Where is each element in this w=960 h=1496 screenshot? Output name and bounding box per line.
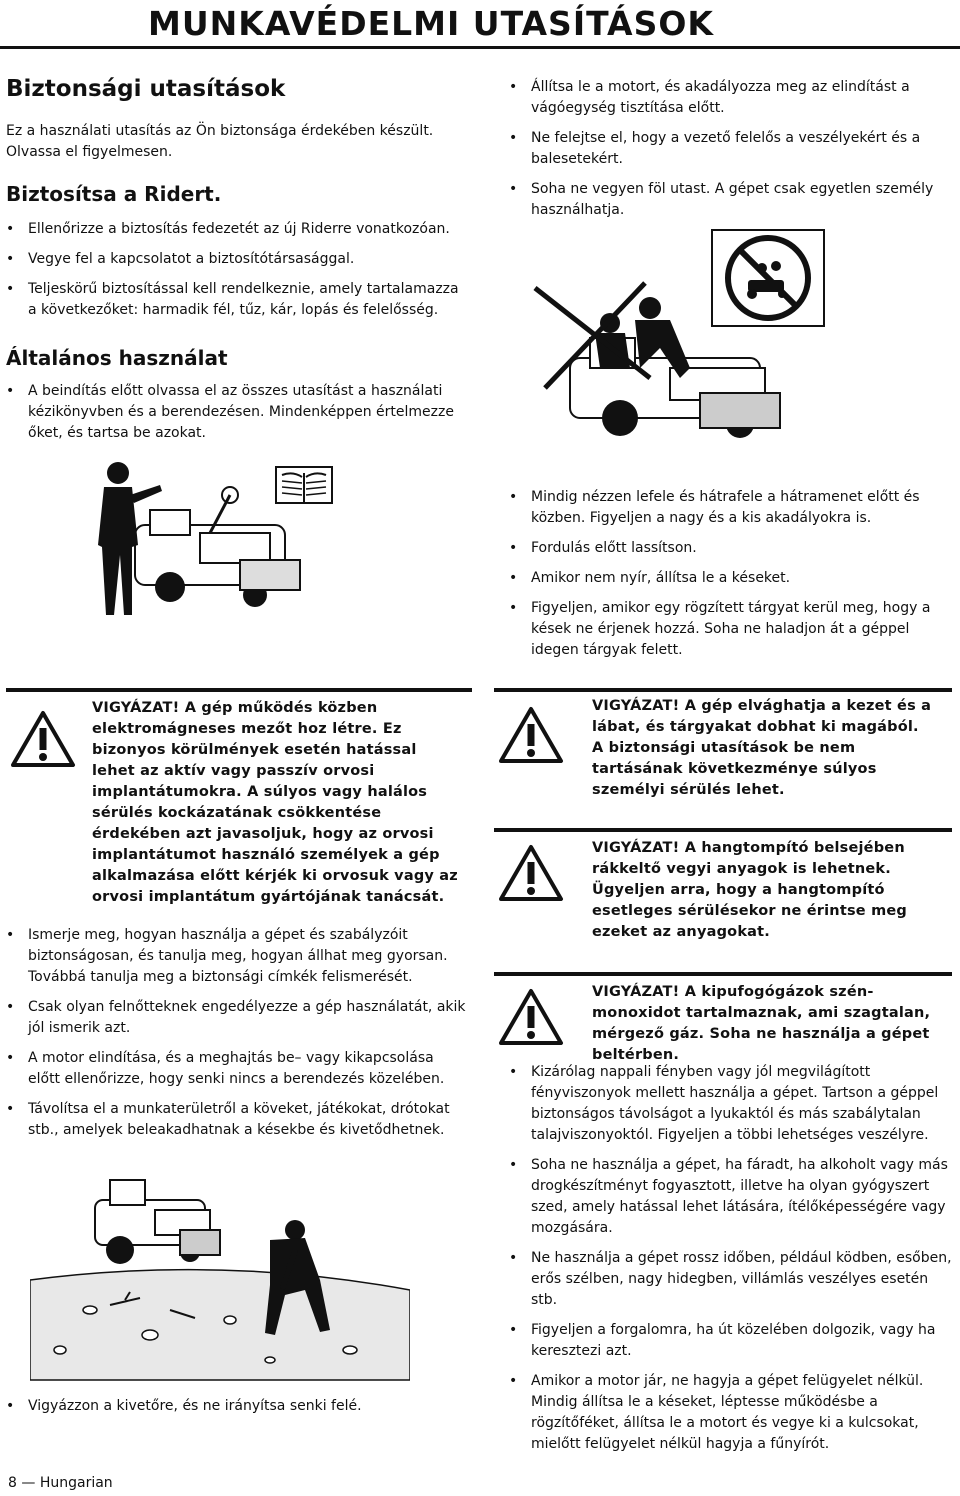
illustration-read-manual bbox=[80, 455, 340, 630]
warning-triangle-icon bbox=[498, 988, 564, 1046]
last-bullet-list bbox=[0, 1396, 466, 1426]
warning-box-exhaust bbox=[494, 972, 952, 1063]
section-title-insurance: Biztosítsa a Ridert. bbox=[6, 182, 222, 206]
warning-text: VIGYÁZAT! A hangtompító belsejében rákkeltő vegyi anyagok is lehetnek. Ügyeljen arra, hogy a hangtompító esetleges sérülésekor ne érintse meg ezeket az anyagokat. bbox=[592, 840, 907, 940]
list-item: • A beindítás előtt olvassa el az összes utasítást a használati kézikönyvben és a berendezésen. Mindenképpen értelmezze őket, és tartsa be azokat. bbox=[0, 381, 466, 444]
general-bullet-list-2 bbox=[0, 925, 466, 1150]
list-item: • Soha ne használja a gépet, ha fáradt, ha alkoholt vagy más drogkészítményt fogyasztott, illetve ha olyan gyógyszert szed, amely hatással lehet látására, ítélőképességére vagy mozgására. bbox=[503, 1155, 955, 1239]
section-title-safety: Biztonsági utasítások bbox=[6, 76, 286, 102]
page-number: 8 bbox=[8, 1475, 17, 1491]
list-item: • Soha ne vegyen föl utast. A gépet csak egyetlen személy használhatja. bbox=[503, 179, 948, 221]
header-rule bbox=[0, 46, 960, 49]
warning-text: VIGYÁZAT! A gép elvághatja a kezet és a lábat, és tárgyakat dobhat ki magából. A biztonsági utasítások be nem tartásának következménye súlyos személyi sérülés lehet. bbox=[592, 698, 932, 798]
illustration-no-passengers bbox=[530, 228, 830, 458]
page-footer bbox=[8, 1475, 113, 1491]
warning-rule bbox=[494, 828, 952, 832]
warning-triangle-icon bbox=[10, 710, 76, 768]
list-item: • Vegye fel a kapcsolatot a biztosítótársasággal. bbox=[0, 249, 466, 270]
section-title-general-use: Általános használat bbox=[6, 346, 228, 370]
list-item: • Ne használja a gépet rossz időben, például ködben, esőben, erős szélben, nagy hidegben, villámlás veszélyes esetén stb. bbox=[503, 1248, 955, 1311]
warning-rule bbox=[6, 688, 472, 692]
right-bullet-list-1 bbox=[503, 77, 948, 230]
list-item: • Mindig nézzen lefele és hátrafele a hátramenet előtt és közben. Figyeljen a nagy és a kis akadályokra is. bbox=[503, 487, 948, 529]
list-item: • Teljeskörű biztosítással kell rendelkeznie, amely tartalamazza a következőket: harmadik fél, tűz, kár, lopás és felelősség. bbox=[0, 279, 466, 321]
list-item: • Állítsa le a motort, és akadályozza meg az elindítást a vágóegység tisztítása előtt. bbox=[503, 77, 948, 119]
warning-rule bbox=[494, 972, 952, 976]
general-bullet-list bbox=[0, 381, 466, 453]
warning-text: VIGYÁZAT! A gép működés közben elektromágneses mezőt hoz létre. Ez bizonyos körülmények esetén hatással lehet az aktív vagy passzív orvosi implantátumokra. A súlyos vagy halálos sérülés kockázatának csökkentése érdekében azt javasoljuk, hogy az orvosi implantátumot használó személyek a gép alkalmazása előtt kérjék ki orvosuk vagy az orvosi implantátum gyártójának tanácsát. bbox=[92, 700, 458, 905]
list-item: • Figyeljen a forgalomra, ha út közelében dolgozik, vagy ha keresztezi azt. bbox=[503, 1320, 955, 1362]
warning-triangle-icon bbox=[498, 844, 564, 902]
list-item: • Ismerje meg, hogyan használja a gépet és szabályzóit biztonságosan, és tanulja meg, hogyan állhat meg gyorsan. Továbbá tanulja meg a biztonsági címkék felismerését. bbox=[0, 925, 466, 988]
list-item: • Amikor nem nyír, állítsa le a késeket. bbox=[503, 568, 948, 589]
intro-text: Ez a használati utasítás az Ön biztonsága érdekében készült. Olvassa el figyelmesen. bbox=[6, 123, 434, 160]
right-bullet-list-3 bbox=[503, 1062, 955, 1464]
list-item: • Csak olyan felnőtteknek engedélyezze a gép használatát, akik jól ismerik azt. bbox=[0, 997, 466, 1039]
footer-separator: — bbox=[21, 1475, 36, 1491]
insurance-bullet-list bbox=[0, 219, 466, 330]
list-item: • Távolítsa el a munkaterületről a köveket, játékokat, drótokat stb., amelyek beleakadhatnak a késekbe és kivetődhetnek. bbox=[0, 1099, 466, 1141]
footer-language: Hungarian bbox=[39, 1475, 113, 1491]
page-header-title: MUNKAVÉDELMI UTASÍTÁSOK bbox=[148, 4, 714, 43]
warning-box-muffler bbox=[494, 828, 952, 952]
illustration-clear-area bbox=[30, 1160, 410, 1385]
list-item: • Kizárólag nappali fényben vagy jól megvilágított fényviszonyok mellett használja a gépet. Tartson a géppel biztonságos távolságot a lyukaktól és más szabálytalan talajviszonyoktól. Figyeljen a többi lehetséges veszélyre. bbox=[503, 1062, 955, 1146]
right-bullet-list-2 bbox=[503, 487, 948, 670]
warning-text: VIGYÁZAT! A kipufogógázok szén-monoxidot tartalmaznak, ami szagtalan, mérgező gáz. Soha ne használja a gépet beltérben. bbox=[592, 984, 931, 1063]
list-item: • Amikor a motor jár, ne hagyja a gépet felügyelet nélkül. Mindig állítsa le a késeket, léptesse működésbe a rögzítőféket, állítsa le a motort és vegye ki a kulcsokat, mielőtt felügyelet nélkül hagyja a fűnyírót. bbox=[503, 1371, 955, 1455]
warning-box-cut bbox=[494, 688, 952, 818]
warning-triangle-icon bbox=[498, 706, 564, 764]
list-item: • Figyeljen, amikor egy rögzített tárgyat kerül meg, hogy a kések ne érjenek hozzá. Soha ne haladjon át a géppel idegen tárgyak felett. bbox=[503, 598, 948, 661]
warning-box-emf bbox=[6, 688, 472, 910]
list-item: • Ellenőrizze a biztosítás fedezetét az új Riderre vonatkozóan. bbox=[0, 219, 466, 240]
list-item: • Ne felejtse el, hogy a vezető felelős a veszélyekért és a balesetekért. bbox=[503, 128, 948, 170]
warning-rule bbox=[494, 688, 952, 692]
list-item: • Vigyázzon a kivetőre, és ne irányítsa senki felé. bbox=[0, 1396, 466, 1417]
list-item: • A motor elindítása, és a meghajtás be– vagy kikapcsolása előtt ellenőrizze, hogy senki nincs a berendezés közelében. bbox=[0, 1048, 466, 1090]
list-item: • Fordulás előtt lassítson. bbox=[503, 538, 948, 559]
